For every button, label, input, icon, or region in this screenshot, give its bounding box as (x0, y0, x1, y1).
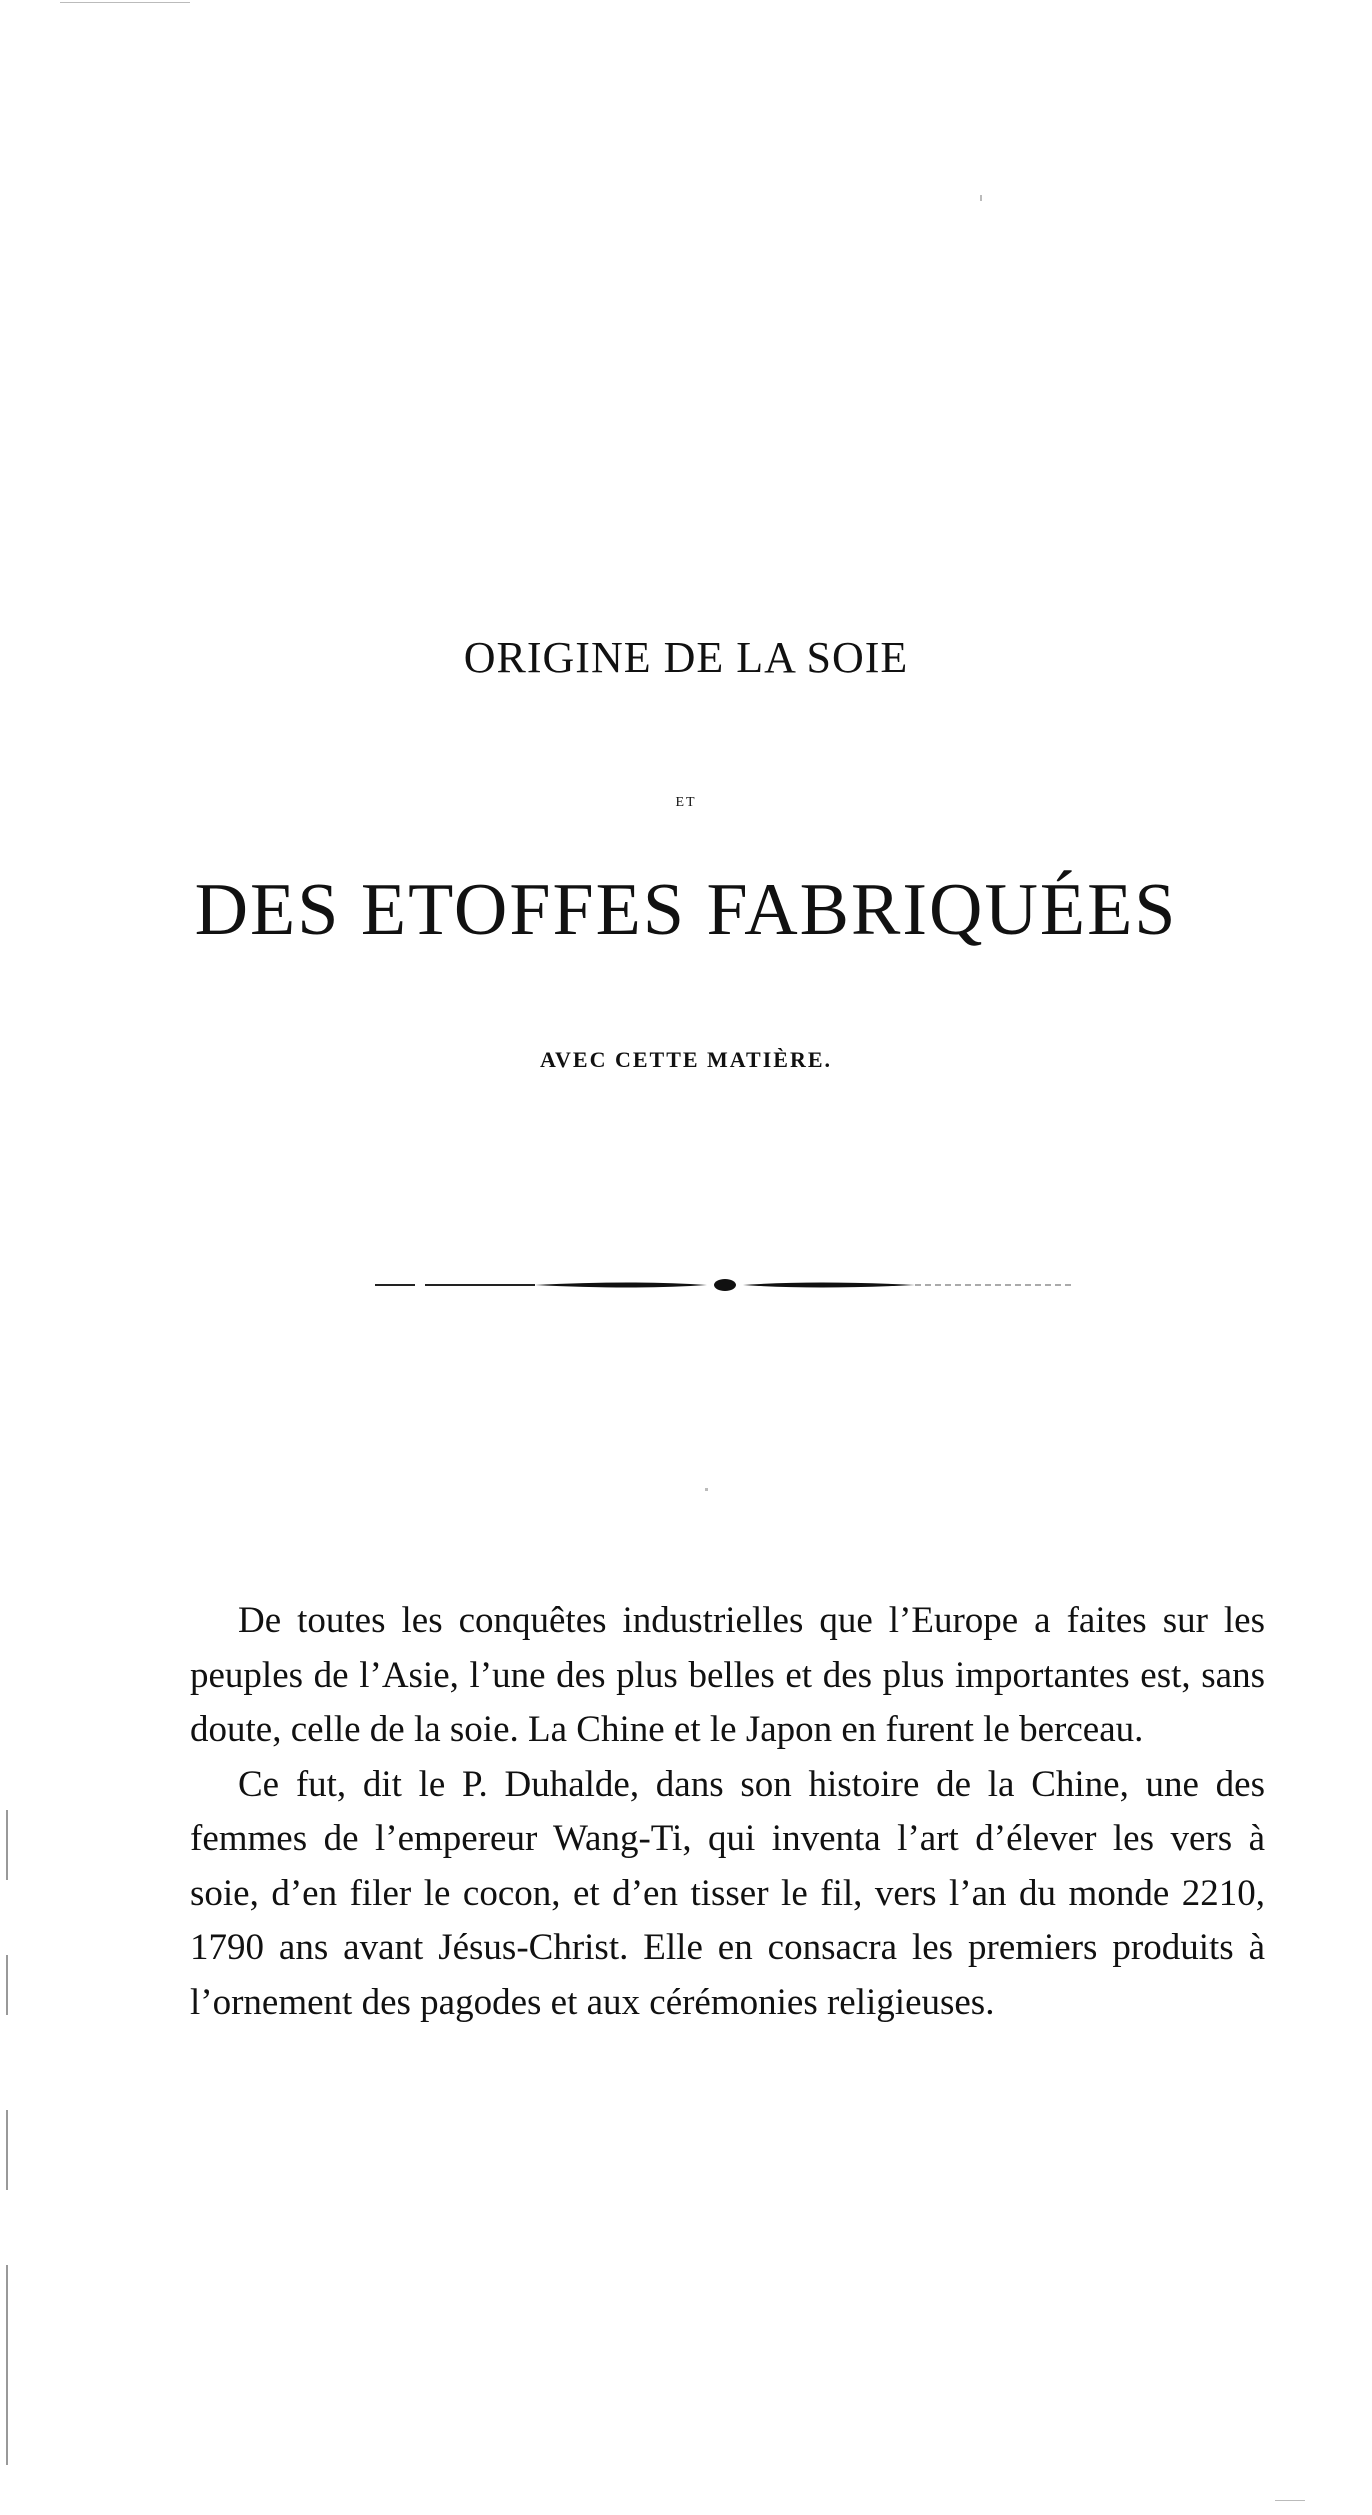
body-text (190, 1594, 1265, 2030)
paragraph-1: De toutes les conquêtes industrielles que l’Europe a faites sur les peuples de l’Asie, l’une des plus belles et des plus importantes est, sans doute, celle de la soie. La Chine et le Japon en furent le berceau. (190, 1600, 1265, 1750)
scan-artifact (1275, 2500, 1305, 2501)
title-line-main: DES ETOFFES FABRIQUÉES (194, 869, 1178, 951)
scan-artifact (705, 1488, 708, 1491)
title-line-origin: ORIGINE DE LA SOIE (463, 633, 909, 682)
margin-scan-mark (6, 2265, 8, 2465)
margin-scan-mark (6, 2110, 8, 2190)
margin-scan-mark (6, 1955, 8, 2015)
title-line-conjunction: ET (675, 795, 697, 810)
margin-scan-mark (6, 1810, 8, 1880)
decorative-rule-icon (375, 1272, 1075, 1298)
paragraph-2: Ce fut, dit le P. Duhalde, dans son histoire de la Chine, une des femmes de l’empereur Wang-Ti, qui inventa l’art d’élever les vers à soie, d’en filer le cocon, et d’en tisser le fil, vers l’an du monde 2210, 1790 ans avant Jésus-Christ. Elle en consacra les premiers produits à l’ornement des pagodes et aux cérémonies religieuses. (190, 1763, 1265, 2023)
scan-artifact (60, 2, 190, 3)
scan-artifact (980, 195, 982, 201)
title-line-subtitle: AVEC CETTE MATIÈRE. (539, 1047, 833, 1072)
